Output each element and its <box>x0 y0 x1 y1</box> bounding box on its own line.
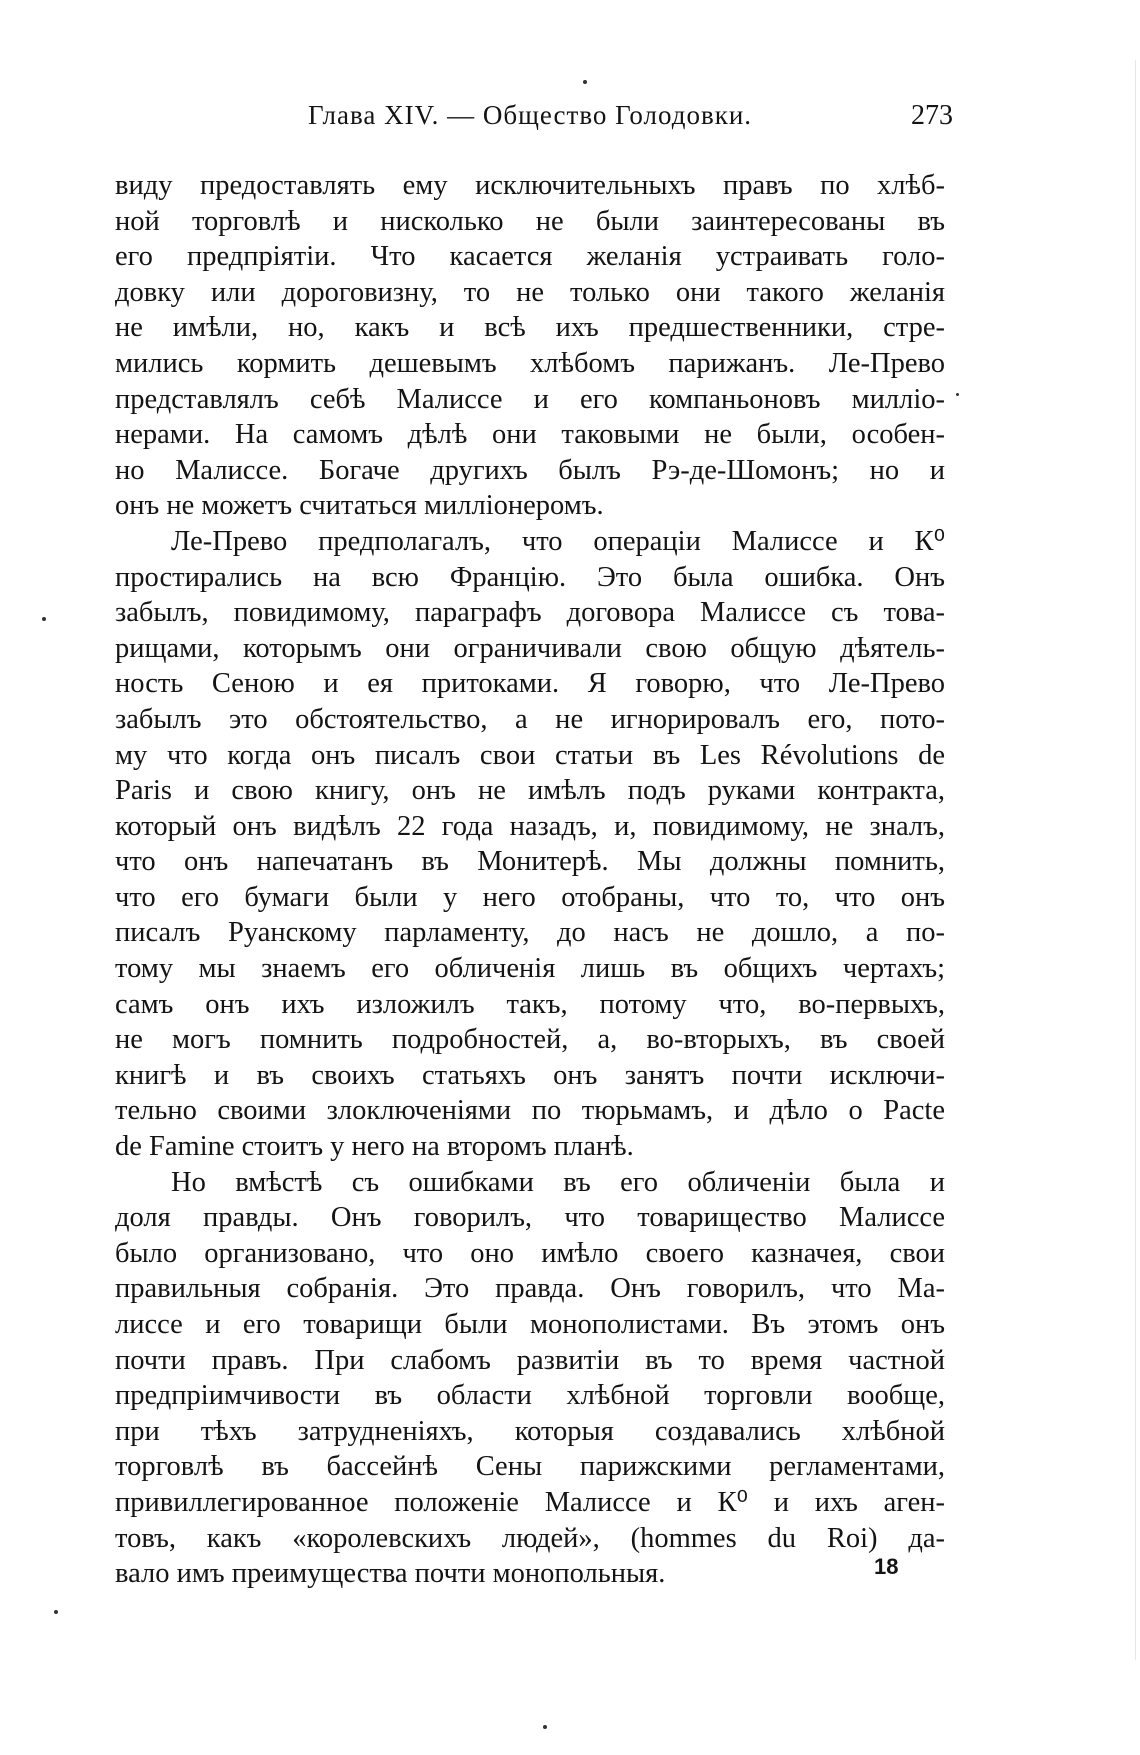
text-line: му что когда онъ писалъ свои статьи въ Les Révolutions de <box>115 739 945 771</box>
text-line: не имѣли, но, какъ и всѣ ихъ предшественники, стре- <box>115 312 945 344</box>
text-line: писалъ Руанскому парламенту, до насъ не дошло, а по- <box>115 917 945 949</box>
text-line: нерами. На самомъ дѣлѣ они таковыми не были, особен- <box>115 419 945 451</box>
page-edge-shadow <box>1135 60 1136 1660</box>
text-line: тельно своими злоключеніями по тюрьмамъ, и дѣло о Pacte <box>115 1095 945 1127</box>
text-line: онъ не можетъ считаться милліонеромъ. <box>115 490 604 522</box>
text-line: забылъ это обстоятельство, а не игнорировалъ его, пото- <box>115 703 945 735</box>
text-line: ной торговлѣ и нисколько не были заинтересованы въ <box>115 205 945 237</box>
text-line: доля правды. Онъ говорилъ, что товарищество Малиссе <box>115 1202 945 1234</box>
paragraph-start-line: Ле-Прево предполагалъ, что операціи Малиссе и К⁰ <box>171 525 945 557</box>
text-line: торговлѣ въ бассейнѣ Сены парижскими регламентами, <box>115 1451 945 1483</box>
text-line: не могъ помнить подробностей, а, во-вторыхъ, въ своей <box>115 1024 945 1056</box>
text-line: правильныя собранія. Это правда. Онъ говорилъ, что Ма- <box>115 1273 945 1305</box>
text-line: довку или дороговизну, то не только они такого желанія <box>115 276 945 308</box>
text-line: что его бумаги были у него отобраны, что то, что онъ <box>115 881 945 913</box>
text-line: de Famine стоитъ у него на второмъ планѣ. <box>115 1131 634 1163</box>
text-line: при тѣхъ затрудненіяхъ, которыя создавались хлѣбной <box>115 1415 945 1447</box>
text-line: лиссе и его товарищи были монополистами. Въ этомъ онъ <box>115 1309 945 1340</box>
text-line: забылъ, повидимому, параграфъ договора Малиссе съ това- <box>115 597 945 629</box>
body-text <box>115 168 945 1592</box>
text-line: представлялъ себѣ Малиссе и его компаньоновъ милліо- <box>115 383 945 415</box>
text-line: который онъ видѣлъ 22 года назадъ, и, повидимому, не зналъ, <box>115 810 945 842</box>
text-line: предпріимчивости въ области хлѣбной торговли вообще, <box>115 1380 945 1412</box>
text-line: товъ, какъ «королевскихъ людей», (hommes du Roi) да- <box>115 1522 945 1554</box>
text-line: мились кормить дешевымъ хлѣбомъ парижанъ. Ле-Прево <box>115 347 945 379</box>
print-speck <box>583 80 587 84</box>
paragraph-start-line: Но вмѣстѣ съ ошибками въ его обличеніи была и <box>171 1166 945 1198</box>
text-line: привиллегированное положеніе Малиссе и К⁰ и ихъ аген- <box>115 1486 945 1518</box>
text-line: было организовано, что оно имѣло своего казначея, свои <box>115 1237 945 1269</box>
text-line: тому мы знаемъ его обличенія лишь въ общихъ чертахъ; <box>115 953 945 985</box>
running-head: Глава XIV. — Общество Голодовки. <box>307 100 753 130</box>
print-speck <box>42 617 46 621</box>
text-line: Paris и свою книгу, онъ не имѣлъ подъ руками контракта, <box>115 775 945 807</box>
text-line: рищами, которымъ они ограничивали свою общую дѣятель- <box>115 632 945 664</box>
text-line: что онъ напечатанъ въ Монитерѣ. Мы должны помнить, <box>115 846 945 878</box>
print-speck <box>543 1725 547 1729</box>
text-line: почти правъ. При слабомъ развитіи въ то время частной <box>115 1344 945 1376</box>
page-number: 273 <box>911 100 953 131</box>
text-line: но Малиссе. Богаче другихъ былъ Рэ-де-Шомонъ; но и <box>115 454 945 486</box>
text-line: ность Сеною и ея притоками. Я говорю, что Ле-Прево <box>115 668 945 700</box>
text-line: простирались на всю Францію. Это была ошибка. Онъ <box>115 561 945 593</box>
text-line: вало имъ преимущества почти монопольныя. <box>115 1558 666 1590</box>
print-speck <box>956 393 959 396</box>
print-speck <box>54 1610 58 1614</box>
text-line: самъ онъ ихъ изложилъ такъ, потому что, во-первыхъ, <box>115 988 945 1020</box>
page-header <box>115 96 953 136</box>
text-line: его предпріятіи. Что касается желанія устраивать голо- <box>115 241 945 273</box>
text-line: виду предоставлять ему исключительныхъ правъ по хлѣб- <box>115 170 945 201</box>
text-line: книгѣ и въ своихъ статьяхъ онъ занятъ почти исключи- <box>115 1059 945 1091</box>
signature-mark: 18 <box>874 1554 899 1579</box>
